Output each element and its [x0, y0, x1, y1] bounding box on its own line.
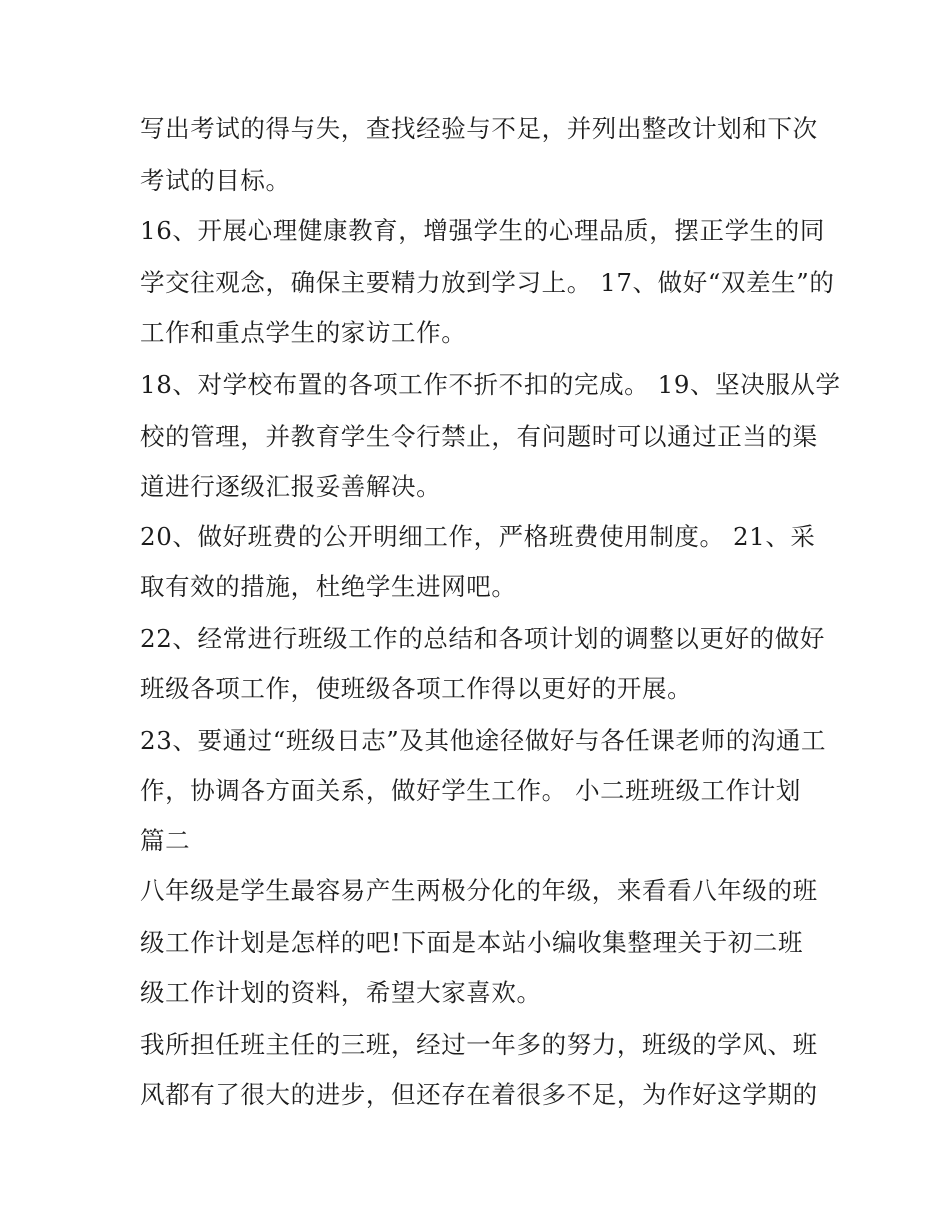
text-line: 级工作计划的资料，希望大家喜欢。 [140, 978, 542, 1007]
text-line: 写出考试的得与失，查找经验与不足，并列出整改计划和下次 [140, 114, 818, 143]
text-line: 工作和重点学生的家访工作。 [140, 318, 467, 347]
text-line: 20、做好班费的公开明细工作，严格班费使用制度。 21、采 [140, 522, 816, 551]
text-line: 22、经常进行班级工作的总结和各项计划的调整以更好的做好 [140, 624, 825, 653]
text-line: 我所担任班主任的三班，经过一年多的努力，班级的学风、班 [140, 1030, 818, 1059]
text-line: 道进行逐级汇报妥善解决。 [140, 472, 442, 501]
text-line: 风都有了很大的进步，但还存在着很多不足，为作好这学期的 [140, 1080, 818, 1109]
text-line: 23、要通过“班级日志”及其他途径做好与各任课老师的沟通工 [140, 726, 827, 755]
text-line: 考试的目标。 [140, 166, 291, 195]
text-line: 18、对学校布置的各项工作不折不扣的完成。 19、坚决服从学 [140, 370, 841, 399]
text-line: 级工作计划是怎样的吧!下面是本站小编收集整理关于初二班 [140, 928, 804, 957]
text-line: 校的管理，并教育学生令行禁止，有问题时可以通过正当的渠 [140, 422, 818, 451]
text-line: 班级各项工作，使班级各项工作得以更好的开展。 [140, 674, 693, 703]
text-line: 取有效的措施，杜绝学生进网吧。 [140, 572, 517, 601]
text-line: 16、开展心理健康教育，增强学生的心理品质，摆正学生的同 [140, 216, 825, 245]
text-line: 学交往观念，确保主要精力放到学习上。 17、做好“双差生”的 [140, 268, 835, 297]
text-line: 作，协调各方面关系，做好学生工作。 小二班班级工作计划 [140, 776, 801, 805]
text-line: 篇二 [140, 826, 191, 855]
text-line: 八年级是学生最容易产生两极分化的年级，来看看八年级的班 [140, 876, 818, 905]
